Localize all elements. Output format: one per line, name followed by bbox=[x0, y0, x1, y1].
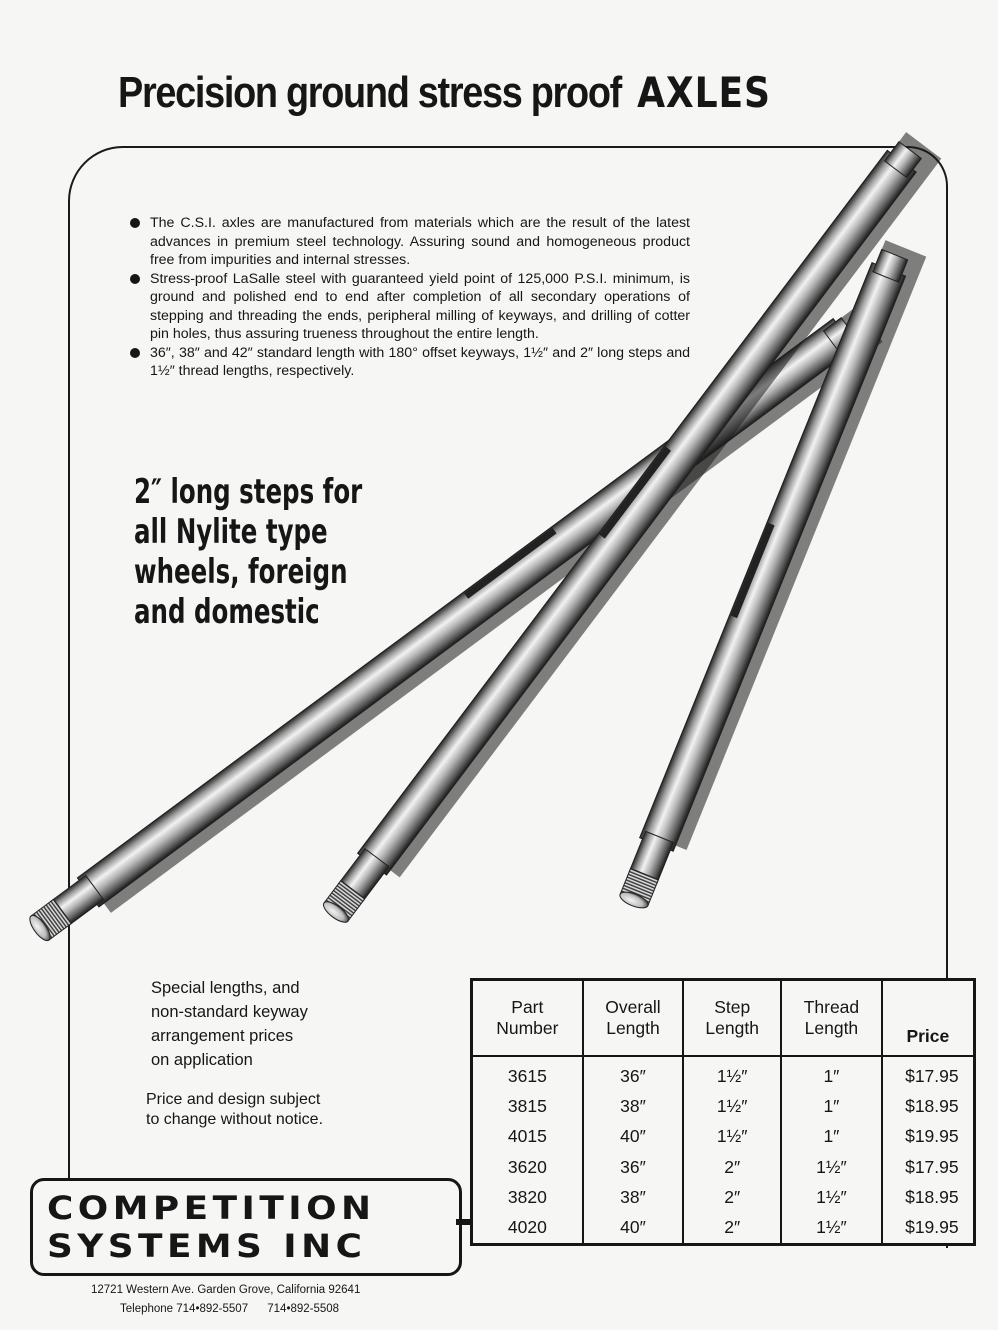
thread-length-cell: 1″ bbox=[781, 1056, 882, 1091]
phone-alt: 714•892-5508 bbox=[267, 1303, 340, 1315]
note-line: Special lengths, and bbox=[151, 979, 300, 997]
title-accent: AXLES bbox=[637, 68, 771, 117]
logo-line-1: COMPETITION bbox=[47, 1189, 376, 1227]
column-header-part-number: Part Number bbox=[472, 980, 583, 1057]
column-header-price: Price bbox=[882, 980, 975, 1057]
overall-length-cell: 40″ bbox=[583, 1122, 684, 1152]
step-length-cell: 2″ bbox=[683, 1152, 781, 1182]
table-row bbox=[472, 1122, 975, 1152]
thread-length-cell: 1½″ bbox=[781, 1213, 882, 1245]
callout-line: all Nylite type bbox=[134, 512, 328, 552]
logo-connector bbox=[456, 1219, 472, 1225]
price-cell: $19.95 bbox=[882, 1122, 975, 1152]
overall-length-cell: 36″ bbox=[583, 1056, 684, 1091]
note-line: on application bbox=[151, 1051, 253, 1069]
note-line: non-standard keyway bbox=[151, 1003, 308, 1021]
special-lengths-note bbox=[151, 976, 308, 1072]
title-text: Precision ground stress proof bbox=[118, 68, 621, 117]
company-address: 12721 Western Ave. Garden Grove, California 92641 bbox=[91, 1284, 361, 1296]
part-number-cell: 4015 bbox=[472, 1122, 583, 1152]
table-row bbox=[472, 1213, 975, 1245]
thread-length-cell: 1″ bbox=[781, 1122, 882, 1152]
part-number-cell: 4020 bbox=[472, 1213, 583, 1245]
part-number-cell: 3615 bbox=[472, 1056, 583, 1091]
column-header-step-length: Step Length bbox=[683, 980, 781, 1057]
feature-item: 36″, 38″ and 42″ standard length with 180° offset keyways, 1½″ and 2″ long steps and 1½″ thread lengths, respectively. bbox=[130, 344, 690, 381]
table-row bbox=[472, 1056, 975, 1091]
price-cell: $18.95 bbox=[882, 1182, 975, 1212]
column-header-overall-length: Overall Length bbox=[583, 980, 684, 1057]
step-length-cell: 2″ bbox=[683, 1182, 781, 1212]
overall-length-cell: 38″ bbox=[583, 1182, 684, 1212]
part-number-cell: 3620 bbox=[472, 1152, 583, 1182]
feature-item: Stress-proof LaSalle steel with guaranteed yield point of 125,000 P.S.I. minimum, is ground and polished end to end after completion of all secondary operations of stepping and threading the ends, peripheral milling of keyways, and drilling of cotter pin holes, thus assuring trueness throughout the entire length. bbox=[130, 270, 690, 344]
notice-line: to change without notice. bbox=[146, 1111, 324, 1128]
callout-line: 2″ long steps for bbox=[134, 472, 363, 512]
thread-length-cell: 1½″ bbox=[781, 1182, 882, 1212]
feature-item: The C.S.I. axles are manufactured from materials which are the result of the latest advances in premium steel technology. Assuring sound and homogeneous product free from impurities and internal stresses. bbox=[130, 214, 690, 270]
notice-line: Price and design subject bbox=[146, 1091, 321, 1108]
thread-length-cell: 1″ bbox=[781, 1091, 882, 1121]
phone-primary: Telephone 714•892-5507 bbox=[120, 1303, 249, 1315]
price-notice bbox=[146, 1090, 323, 1130]
overall-length-cell: 36″ bbox=[583, 1152, 684, 1182]
step-length-cell: 1½″ bbox=[683, 1056, 781, 1091]
thread-length-cell: 1½″ bbox=[781, 1152, 882, 1182]
price-cell: $17.95 bbox=[882, 1056, 975, 1091]
steps-callout bbox=[134, 472, 362, 632]
table-row bbox=[472, 1091, 975, 1121]
step-length-cell: 1½″ bbox=[683, 1122, 781, 1152]
column-header-thread-length: Thread Length bbox=[781, 980, 882, 1057]
feature-list bbox=[130, 214, 690, 381]
callout-line: and domestic bbox=[134, 592, 320, 632]
step-length-cell: 2″ bbox=[683, 1213, 781, 1245]
part-number-cell: 3815 bbox=[472, 1091, 583, 1121]
overall-length-cell: 40″ bbox=[583, 1213, 684, 1245]
logo-line-2: SYSTEMS INC bbox=[47, 1227, 367, 1265]
price-cell: $18.95 bbox=[882, 1091, 975, 1121]
company-logo bbox=[30, 1178, 462, 1276]
company-phone bbox=[120, 1302, 339, 1316]
table-row bbox=[472, 1182, 975, 1212]
callout-line: wheels, foreign bbox=[134, 552, 348, 592]
price-cell: $19.95 bbox=[882, 1213, 975, 1245]
price-table bbox=[470, 978, 976, 1246]
note-line: arrangement prices bbox=[151, 1027, 294, 1045]
table-header-row bbox=[472, 980, 975, 1057]
part-number-cell: 3820 bbox=[472, 1182, 583, 1212]
step-length-cell: 1½″ bbox=[683, 1091, 781, 1121]
table-row bbox=[472, 1152, 975, 1182]
overall-length-cell: 38″ bbox=[583, 1091, 684, 1121]
price-cell: $17.95 bbox=[882, 1152, 975, 1182]
